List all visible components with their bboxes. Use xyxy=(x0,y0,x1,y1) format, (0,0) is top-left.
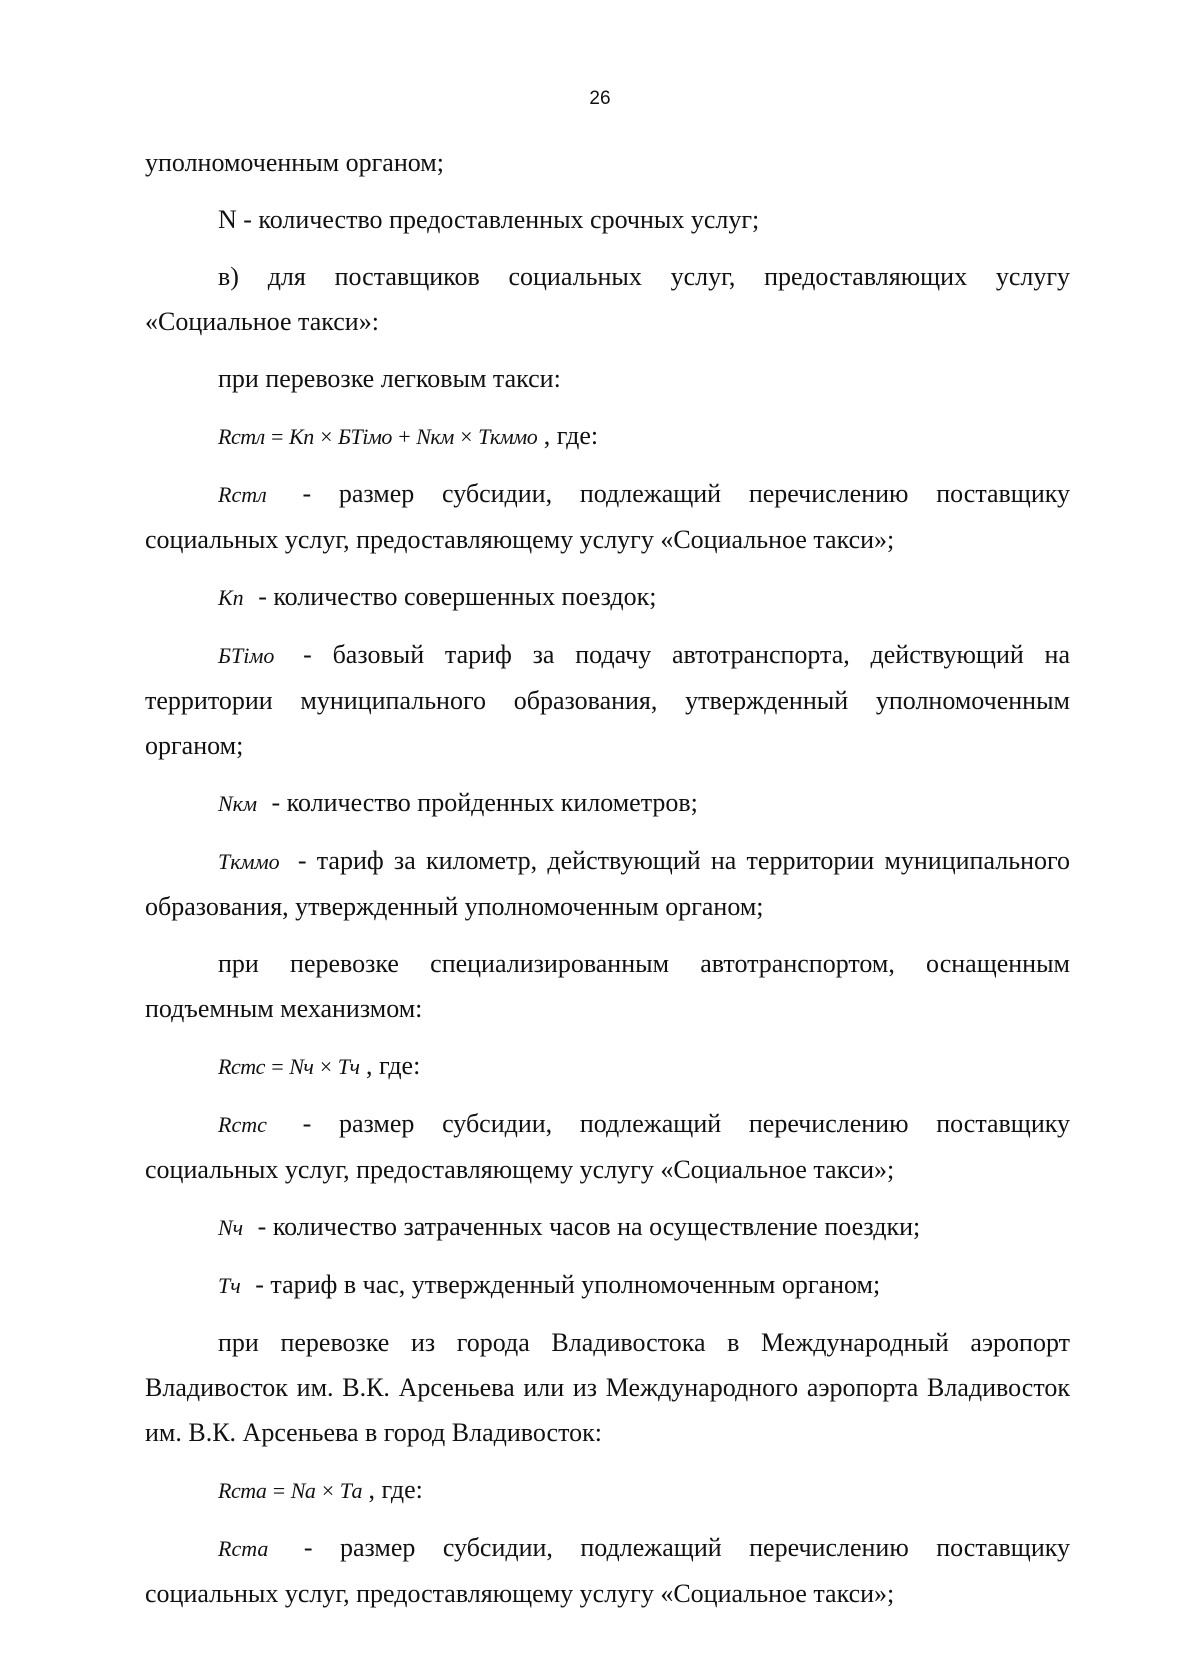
definition-symbol: Rста xyxy=(218,1536,269,1561)
definition-symbol: Nкм xyxy=(218,791,258,816)
formula-expression: Rстл = Kп × БТімо + Nкм × Tкммо xyxy=(218,424,538,449)
document-body xyxy=(145,140,1070,1628)
definition xyxy=(145,471,1070,562)
definition-text: - количество пройденных километров; xyxy=(271,788,698,817)
definition-text: - размер субсидии, подлежащий перечислению поставщику социальных услуг, предоставляющему услугу «Социальное такси»; xyxy=(145,479,1071,554)
definition-symbol: БТімо xyxy=(218,643,275,668)
definition xyxy=(145,1204,1070,1250)
definition-text: - количество совершенных поездок; xyxy=(258,582,657,611)
definition xyxy=(145,1262,1070,1308)
definition-text: - количество затраченных часов на осуществление поездки; xyxy=(257,1212,921,1241)
paragraph: при перевозке из города Владивостока в Международный аэропорт Владивосток им. В.К. Арсеньева или из Международного аэропорта Владивосток им. В.К. Арсеньева в город Владивосток: xyxy=(145,1328,1070,1447)
definition-symbol: Nч xyxy=(218,1215,244,1240)
paragraph: N - количество предоставленных срочных услуг; xyxy=(218,205,760,234)
paragraph: уполномоченным органом; xyxy=(145,148,444,177)
definition xyxy=(145,1525,1070,1616)
paragraph: при перевозке специализированным автотранспортом, оснащенным подъемным механизмом: xyxy=(145,949,1070,1023)
definition-text: - тариф за километр, действующий на территории муниципального образования, утвержденный уполномоченным органом; xyxy=(145,846,1070,921)
paragraph: в) для поставщиков социальных услуг, предоставляющих услугу «Социальное такси»: xyxy=(145,262,1070,336)
formula-tail: , где: xyxy=(543,421,599,450)
definition-text: - размер субсидии, подлежащий перечислению поставщику социальных услуг, предоставляющему услугу «Социальное такси»; xyxy=(145,1533,1071,1608)
definition-symbol: Tч xyxy=(218,1273,241,1298)
definition xyxy=(145,838,1070,929)
definition xyxy=(145,632,1070,768)
definition-symbol: Rстс xyxy=(218,1112,267,1137)
definition-symbol: Rстл xyxy=(218,482,267,507)
definition-text: - базовый тариф за подачу автотранспорта, действующий на территории муниципального образования, утвержденный уполномоченным органом; xyxy=(145,640,1071,760)
formula-tail: , где: xyxy=(368,1475,423,1504)
formula-taxi xyxy=(218,413,1070,459)
definition xyxy=(145,1101,1070,1192)
page-number: 26 xyxy=(589,88,611,109)
definition-symbol: Kп xyxy=(218,585,244,610)
definition-symbol: Tкммо xyxy=(218,849,280,874)
definition-text: - размер субсидии, подлежащий перечислению поставщику социальных услуг, предоставляющему услугу «Социальное такси»; xyxy=(145,1109,1071,1184)
definition xyxy=(145,574,1070,620)
formula-expression: Rстс = Nч × Tч xyxy=(218,1054,360,1079)
formula-expression: Rста = Nа × Tа xyxy=(218,1478,362,1503)
paragraph: при перевозке легковым такси: xyxy=(218,364,561,393)
formula-airport xyxy=(218,1467,1070,1513)
formula-special-transport xyxy=(218,1043,1070,1089)
definition xyxy=(145,780,1070,826)
definition-text: - тариф в час, утвержденный уполномоченным органом; xyxy=(255,1270,881,1299)
formula-tail: , где: xyxy=(365,1051,421,1080)
